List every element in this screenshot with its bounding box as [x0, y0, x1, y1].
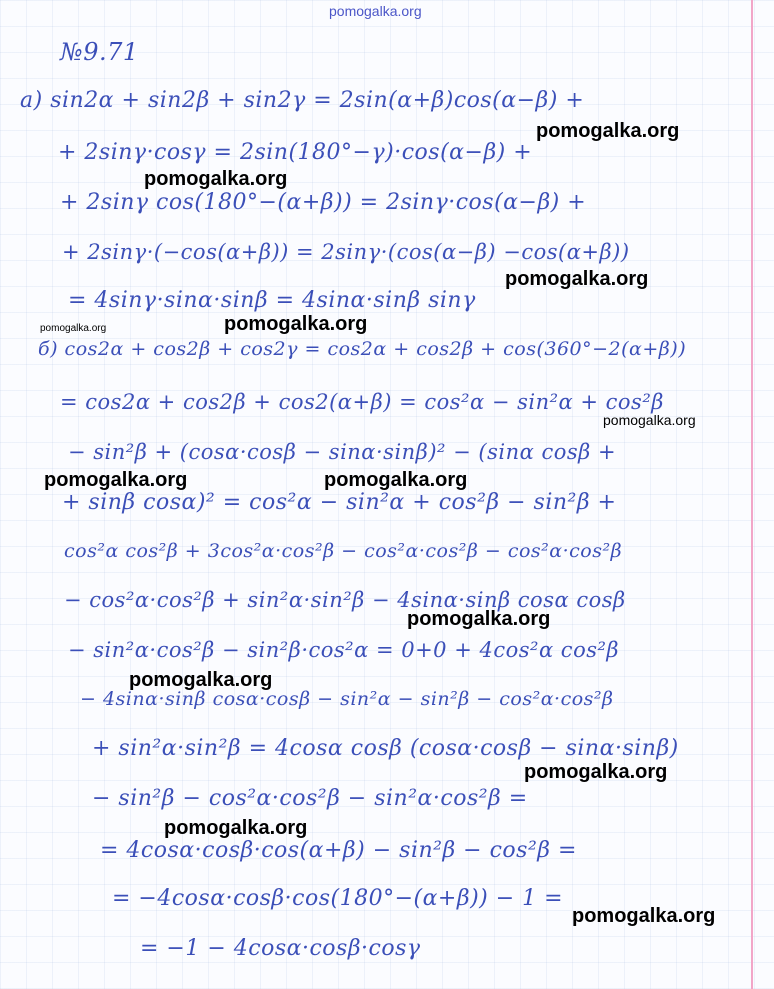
- problem-number: №9.71: [60, 38, 139, 66]
- solution-line-10: cos²α cos²β + 3cos²α·cos²β − cos²α·cos²β − cos²α·cos²β: [64, 540, 623, 562]
- solution-line-18: = −1 − 4cosα·cosβ·cosγ: [140, 936, 421, 961]
- margin-line: [751, 0, 753, 989]
- header-watermark: pomogalka.org: [329, 3, 422, 19]
- watermark: pomogalka.org: [324, 469, 468, 491]
- solution-line-2: + 2sinγ·cosγ = 2sin(180°−γ)·cos(α−β) +: [58, 140, 533, 165]
- watermark: pomogalka.org: [224, 313, 368, 335]
- watermark-small: pomogalka.org: [40, 323, 107, 334]
- solution-line-7: = cos2α + cos2β + cos2(α+β) = cos²α − sin²α + cos²β: [60, 390, 664, 414]
- watermark: pomogalka.org: [505, 268, 649, 290]
- watermark: pomogalka.org: [536, 120, 680, 142]
- solution-line-6: б) cos2α + cos2β + cos2γ = cos2α + cos2β + cos(360°−2(α+β)): [38, 338, 687, 360]
- solution-line-17: = −4cosα·cosβ·cos(180°−(α+β)) − 1 =: [112, 886, 564, 911]
- solution-line-15: − sin²β − cos²α·cos²β − sin²α·cos²β =: [92, 786, 528, 811]
- solution-line-9: + sinβ cosα)² = cos²α − sin²α + cos²β − sin²β +: [62, 490, 617, 515]
- solution-line-12: − sin²α·cos²β − sin²β·cos²α = 0+0 + 4cos²α cos²β: [68, 638, 620, 662]
- watermark: pomogalka.org: [524, 761, 668, 783]
- watermark: pomogalka.org: [572, 905, 716, 927]
- solution-line-13: − 4sinα·sinβ cosα·cosβ − sin²α − sin²β − cos²α·cos²β: [80, 688, 614, 710]
- watermark: pomogalka.org: [164, 817, 308, 839]
- solution-line-11: − cos²α·cos²β + sin²α·sin²β − 4sinα·sinβ cosα cosβ: [64, 588, 626, 612]
- solution-line-5: = 4sinγ·sinα·sinβ = 4sinα·sinβ sinγ: [68, 288, 476, 313]
- watermark: pomogalka.org: [144, 168, 288, 190]
- solution-line-16: = 4cosα·cosβ·cos(α+β) − sin²β − cos²β =: [100, 838, 577, 863]
- solution-line-3: + 2sinγ cos(180°−(α+β)) = 2sinγ·cos(α−β) +: [60, 190, 587, 215]
- solution-line-4: + 2sinγ·(−cos(α+β)) = 2sinγ·(cos(α−β) −cos(α+β)): [62, 240, 630, 264]
- watermark-medium: pomogalka.org: [603, 412, 696, 428]
- watermark: pomogalka.org: [129, 669, 273, 691]
- solution-line-8: − sin²β + (cosα·cosβ − sinα·sinβ)² − (sinα cosβ +: [68, 440, 617, 464]
- solution-line-14: + sin²α·sin²β = 4cosα cosβ (cosα·cosβ − sinα·sinβ): [92, 736, 679, 761]
- watermark: pomogalka.org: [44, 469, 188, 491]
- watermark: pomogalka.org: [407, 608, 551, 630]
- solution-line-1: a) sin2α + sin2β + sin2γ = 2sin(α+β)cos(α−β) +: [20, 88, 585, 113]
